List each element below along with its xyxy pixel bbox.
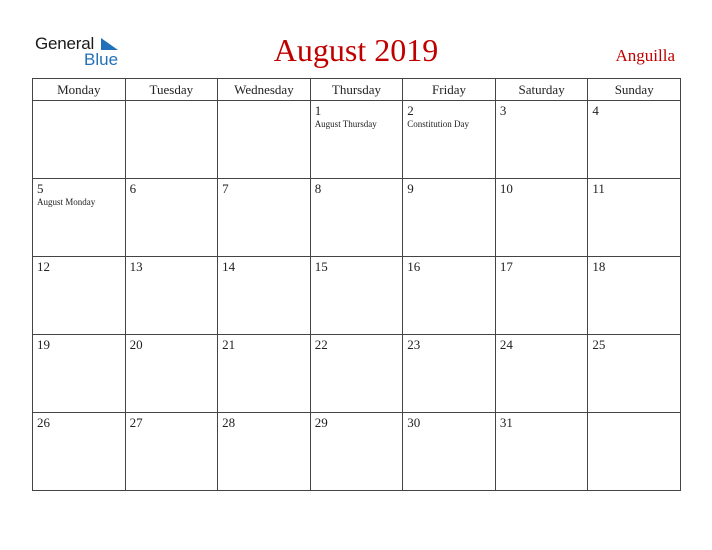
day-number: 6 xyxy=(129,181,137,196)
holiday-label: August Monday xyxy=(37,197,96,207)
day-cell xyxy=(588,335,681,413)
day-number: 13 xyxy=(129,259,143,274)
weekday-header: Thursday xyxy=(310,79,403,101)
day-number xyxy=(33,101,125,103)
day-number: 5 xyxy=(37,181,44,196)
calendar-week-row xyxy=(33,101,681,179)
day-number: 10 xyxy=(499,181,513,196)
day-cell xyxy=(218,413,311,491)
day-cell xyxy=(33,179,126,257)
day-cell xyxy=(403,179,496,257)
day-number xyxy=(218,101,310,103)
day-number: 21 xyxy=(222,337,236,352)
day-number: 18 xyxy=(592,259,606,274)
day-number: 17 xyxy=(499,259,513,274)
day-cell xyxy=(218,257,311,335)
day-number: 14 xyxy=(222,259,236,274)
day-cell xyxy=(33,257,126,335)
holiday-label: August Thursday xyxy=(314,119,377,129)
day-number: 2 xyxy=(407,103,414,118)
day-cell xyxy=(125,257,218,335)
logo-text-general: General xyxy=(35,34,95,53)
day-number: 27 xyxy=(129,415,143,430)
calendar-week-row xyxy=(33,257,681,335)
day-number: 25 xyxy=(592,337,606,352)
day-number: 23 xyxy=(407,337,421,352)
page-title: August 2019 xyxy=(273,32,439,68)
day-cell xyxy=(310,257,403,335)
day-cell xyxy=(218,335,311,413)
calendar-week-row xyxy=(33,179,681,257)
day-number: 12 xyxy=(37,259,50,274)
day-cell xyxy=(310,101,403,179)
calendar-body xyxy=(33,101,681,491)
day-cell xyxy=(588,257,681,335)
region-label: Anguilla xyxy=(615,46,675,65)
weekday-header: Tuesday xyxy=(125,79,218,101)
calendar-week-row xyxy=(33,413,681,491)
day-cell xyxy=(310,335,403,413)
calendar-week-row xyxy=(33,335,681,413)
day-number: 22 xyxy=(314,337,328,352)
day-number: 24 xyxy=(499,337,513,352)
weekday-header: Sunday xyxy=(588,79,681,101)
day-number: 4 xyxy=(592,103,599,118)
day-cell xyxy=(218,179,311,257)
day-number: 29 xyxy=(314,415,328,430)
day-cell xyxy=(495,335,588,413)
day-number xyxy=(588,413,680,415)
day-cell xyxy=(495,257,588,335)
day-number: 7 xyxy=(222,181,229,196)
day-number: 26 xyxy=(37,415,50,430)
logo-text-blue: Blue xyxy=(84,50,119,69)
day-number: 20 xyxy=(129,337,143,352)
day-number: 8 xyxy=(314,181,322,196)
day-cell xyxy=(125,179,218,257)
day-cell xyxy=(403,101,496,179)
day-cell xyxy=(33,101,126,179)
weekday-header: Saturday xyxy=(495,79,588,101)
day-cell xyxy=(125,413,218,491)
day-cell xyxy=(495,101,588,179)
weekday-header: Friday xyxy=(403,79,496,101)
day-number: 30 xyxy=(407,415,421,430)
day-cell xyxy=(588,101,681,179)
weekday-header-row xyxy=(33,79,681,101)
day-number: 1 xyxy=(314,103,322,118)
day-cell xyxy=(218,101,311,179)
day-cell xyxy=(310,413,403,491)
day-cell xyxy=(588,413,681,491)
day-cell xyxy=(125,335,218,413)
day-number: 11 xyxy=(592,181,605,196)
day-number: 28 xyxy=(222,415,236,430)
day-cell xyxy=(588,179,681,257)
day-cell xyxy=(403,257,496,335)
day-number: 19 xyxy=(37,337,50,352)
day-number xyxy=(126,101,218,103)
day-cell xyxy=(495,413,588,491)
day-cell xyxy=(403,413,496,491)
weekday-header: Monday xyxy=(33,79,126,101)
day-number: 31 xyxy=(499,415,513,430)
day-number: 9 xyxy=(407,181,414,196)
weekday-header: Wednesday xyxy=(218,79,311,101)
day-number: 16 xyxy=(407,259,421,274)
day-cell xyxy=(403,335,496,413)
day-cell xyxy=(495,179,588,257)
day-cell xyxy=(33,335,126,413)
day-cell xyxy=(125,101,218,179)
day-cell xyxy=(310,179,403,257)
month-calendar xyxy=(32,78,681,491)
day-number: 15 xyxy=(314,259,328,274)
day-cell xyxy=(33,413,126,491)
holiday-label: Constitution Day xyxy=(407,119,470,129)
day-number: 3 xyxy=(499,103,507,118)
